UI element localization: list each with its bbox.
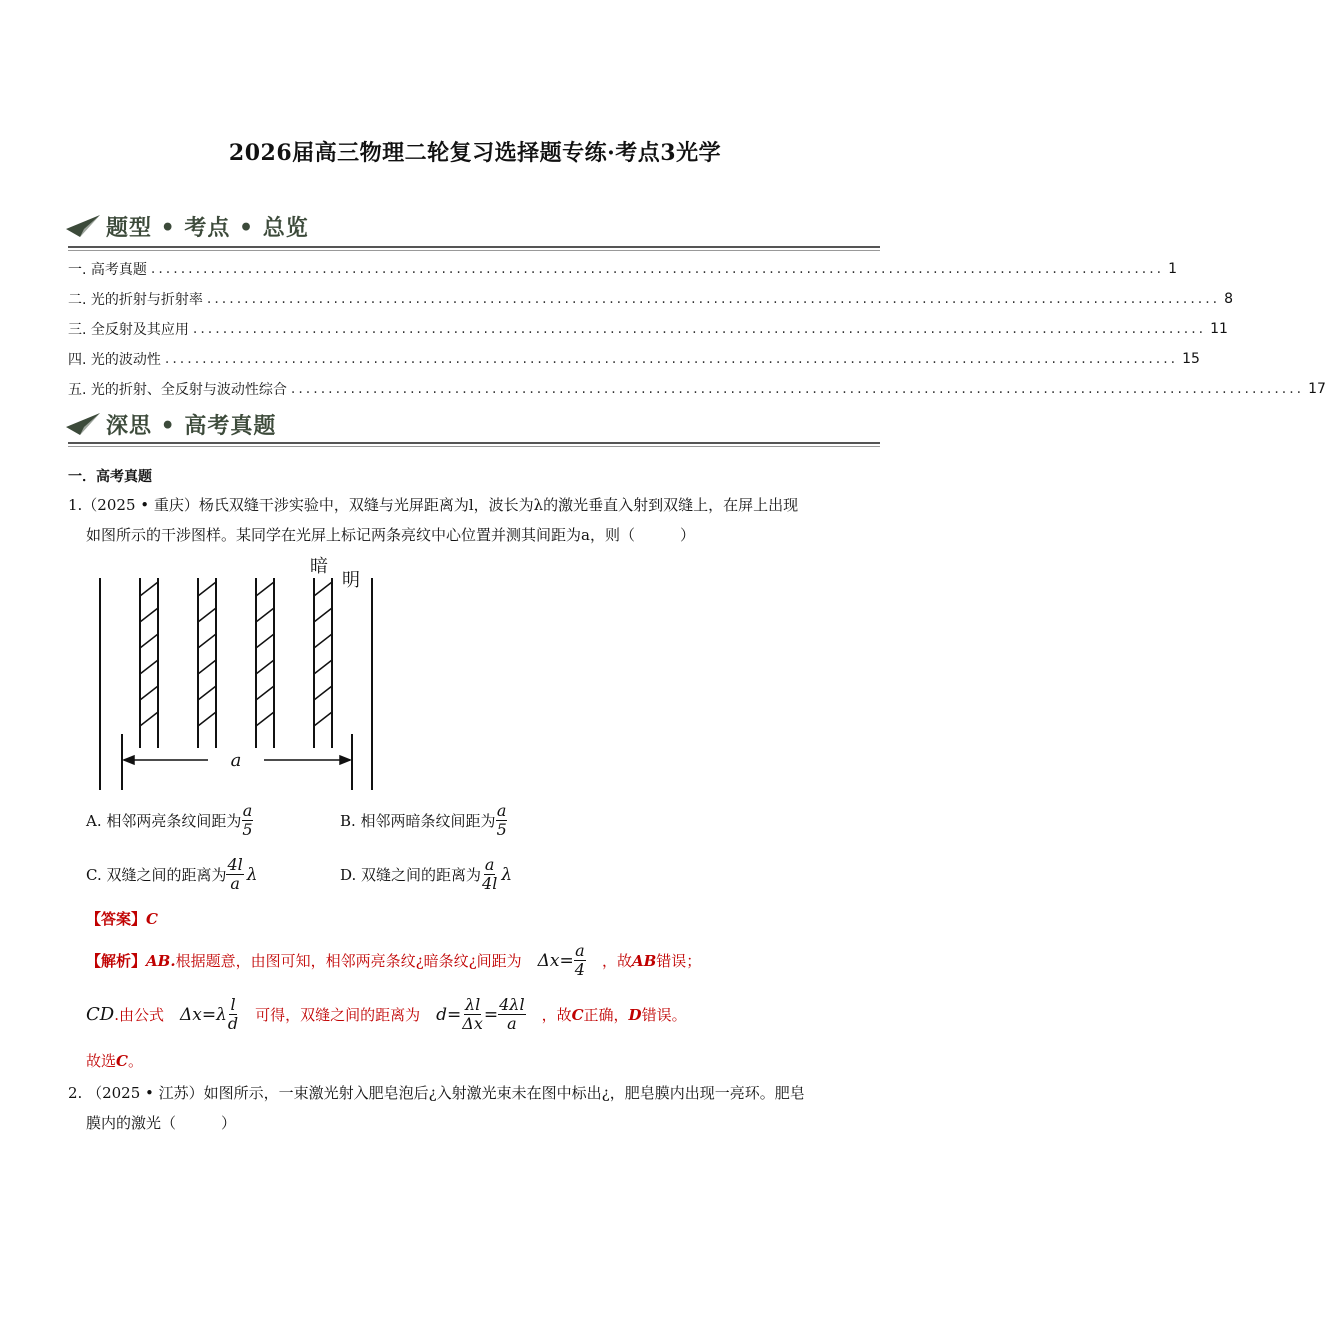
toc-row[interactable]: 一. 高考真题 ........................................................................................................................................ 1	[68, 261, 1178, 278]
banner-divider	[68, 246, 880, 248]
bright-fringe-label: 明	[342, 570, 360, 591]
option-a[interactable]: A. 相邻两亮条纹间距为 $\frac{a}{5}$	[86, 801, 253, 839]
overview-banner-text: 题型 • 考点 • 总览	[106, 214, 309, 241]
fraction: $\frac{a}{5}$	[496, 801, 507, 839]
analysis-line-1: 【解析】 AB. 根据题意，由图可知，相邻两亮条纹¿暗条纹¿间距为 Δx= $\frac{a}{4}$ ，故 AB 错误；	[86, 941, 702, 979]
overview-banner	[66, 208, 309, 244]
toc-row[interactable]: 四. 光的波动性 ........................................................................................................................................ 15	[68, 351, 1200, 368]
banner-divider-thin	[68, 446, 880, 447]
question-2-stem: 2. （2025 • 江苏）如图所示，一束激光射入肥皂泡后¿入射激光束未在图中标出¿，肥皂膜内出现一亮环。肥皂 膜内的激光（ ）	[68, 1084, 805, 1132]
banner-divider	[68, 442, 880, 444]
analysis-line-2: CD .由公式 Δx=λ $\frac{l}{d}$ 可得，双缝之间的距离为 d= $\frac{\lambda l}{\Delta x}$ = $\frac{4\lambda l}{a}$ ，故 C 正确， D 错误。	[86, 995, 687, 1033]
toc-row[interactable]: 三. 全反射及其应用 ........................................................................................................................................ 11	[68, 321, 1228, 338]
exam-banner	[66, 406, 276, 442]
toc-row[interactable]: 二. 光的折射与折射率 ........................................................................................................................................ 8	[68, 291, 1234, 308]
question-1-stem: 1.（2025 • 重庆）杨氏双缝干涉实验中，双缝与光屏距离为l，波长为λ的激光垂直入射到双缝上，在屏上出现 如图所示的干涉图样。某同学在光屏上标记两条亮纹中心位置并测其间距为a，则（ ）	[68, 496, 799, 544]
paper-plane-icon	[66, 411, 100, 437]
option-b[interactable]: B. 相邻两暗条纹间距为 $\frac{a}{5}$	[340, 801, 507, 839]
fraction: $\frac{a}{5}$	[242, 801, 253, 839]
fraction: $\frac{a}{4l}$	[482, 855, 498, 893]
toc-row[interactable]: 五. 光的折射、全反射与波动性综合 ........................................................................................................................................ 17	[68, 381, 1326, 398]
banner-divider-thin	[68, 250, 880, 251]
option-c[interactable]: C. 双缝之间的距离为 $\frac{4l}{a}$ λ	[86, 855, 258, 893]
span-label: a	[230, 750, 242, 771]
answer-line: 【答案】C	[86, 910, 158, 928]
dark-fringe-label: 暗	[310, 556, 328, 577]
section-heading: 一．高考真题	[68, 469, 152, 485]
interference-pattern-figure	[90, 552, 380, 797]
page-title: 2026届高三物理二轮复习选择题专练·考点3光学	[228, 140, 722, 166]
exam-banner-text: 深思 • 高考真题	[106, 412, 277, 439]
paper-plane-icon	[66, 213, 100, 239]
option-d[interactable]: D. 双缝之间的距离为 $\frac{a}{4l}$ λ	[340, 855, 513, 893]
fraction: $\frac{4l}{a}$	[227, 855, 243, 893]
conclusion-line: 故选C。	[86, 1052, 143, 1070]
